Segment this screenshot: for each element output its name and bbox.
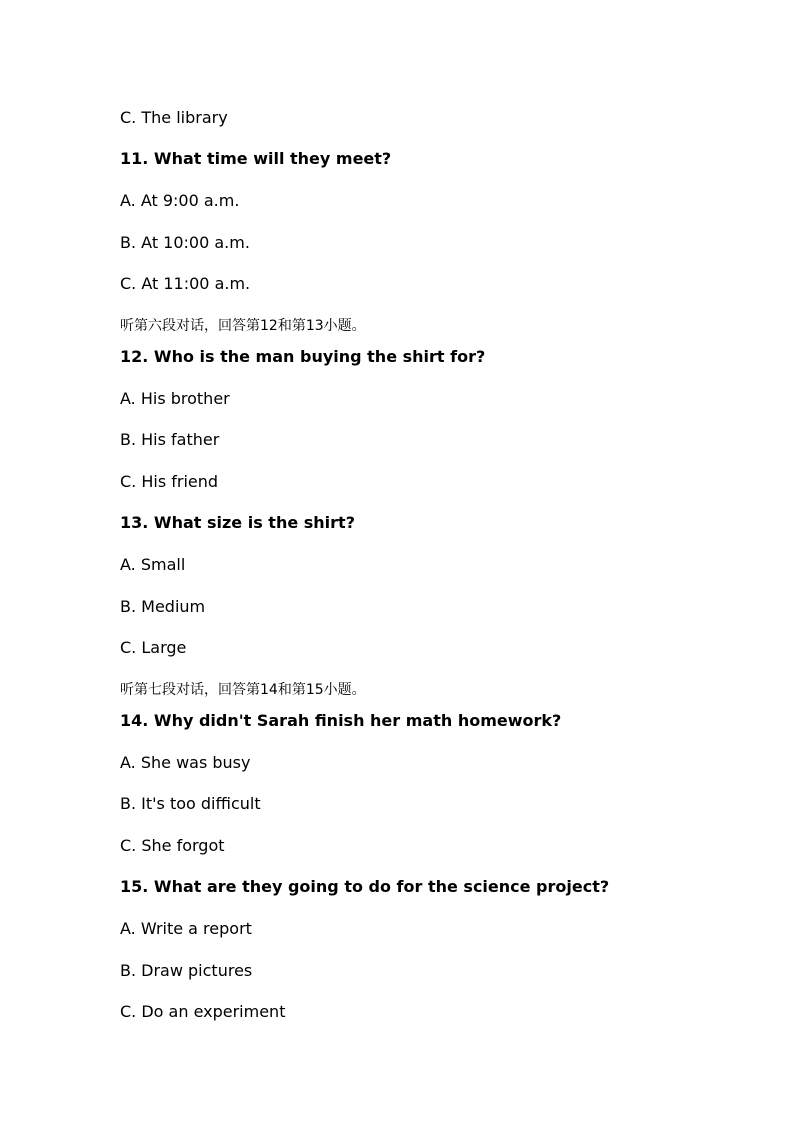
option-12c: C. His friend (120, 472, 219, 491)
option-15a: A. Write a report (120, 919, 252, 938)
question-13: 13. What size is the shirt? (120, 513, 355, 532)
option-15b: B. Draw pictures (120, 961, 253, 980)
option-12b: B. His father (120, 430, 220, 449)
option-11b: B. At 10:00 a.m. (120, 233, 250, 252)
section-instruction-7: 听第七段对话，回答第14和第15小题。 (120, 682, 366, 698)
option-13b: B. Medium (120, 597, 206, 616)
option-15c: C. Do an experiment (120, 1002, 286, 1021)
option-13a: A. Small (120, 555, 186, 574)
option-14c: C. She forgot (120, 836, 225, 855)
question-14: 14. Why didn't Sarah finish her math homework? (120, 711, 562, 730)
option-10c: C. The library (120, 108, 228, 127)
question-11: 11. What time will they meet? (120, 149, 392, 168)
option-14a: A. She was busy (120, 753, 251, 772)
option-11c: C. At 11:00 a.m. (120, 274, 251, 293)
section-instruction-6: 听第六段对话，回答第12和第13小题。 (120, 318, 366, 334)
option-12a: A. His brother (120, 389, 230, 408)
option-13c: C. Large (120, 638, 187, 657)
question-12: 12. Who is the man buying the shirt for? (120, 347, 486, 366)
option-11a: A. At 9:00 a.m. (120, 191, 240, 210)
option-14b: B. It's too difficult (120, 794, 261, 813)
question-15: 15. What are they going to do for the science project? (120, 877, 610, 896)
